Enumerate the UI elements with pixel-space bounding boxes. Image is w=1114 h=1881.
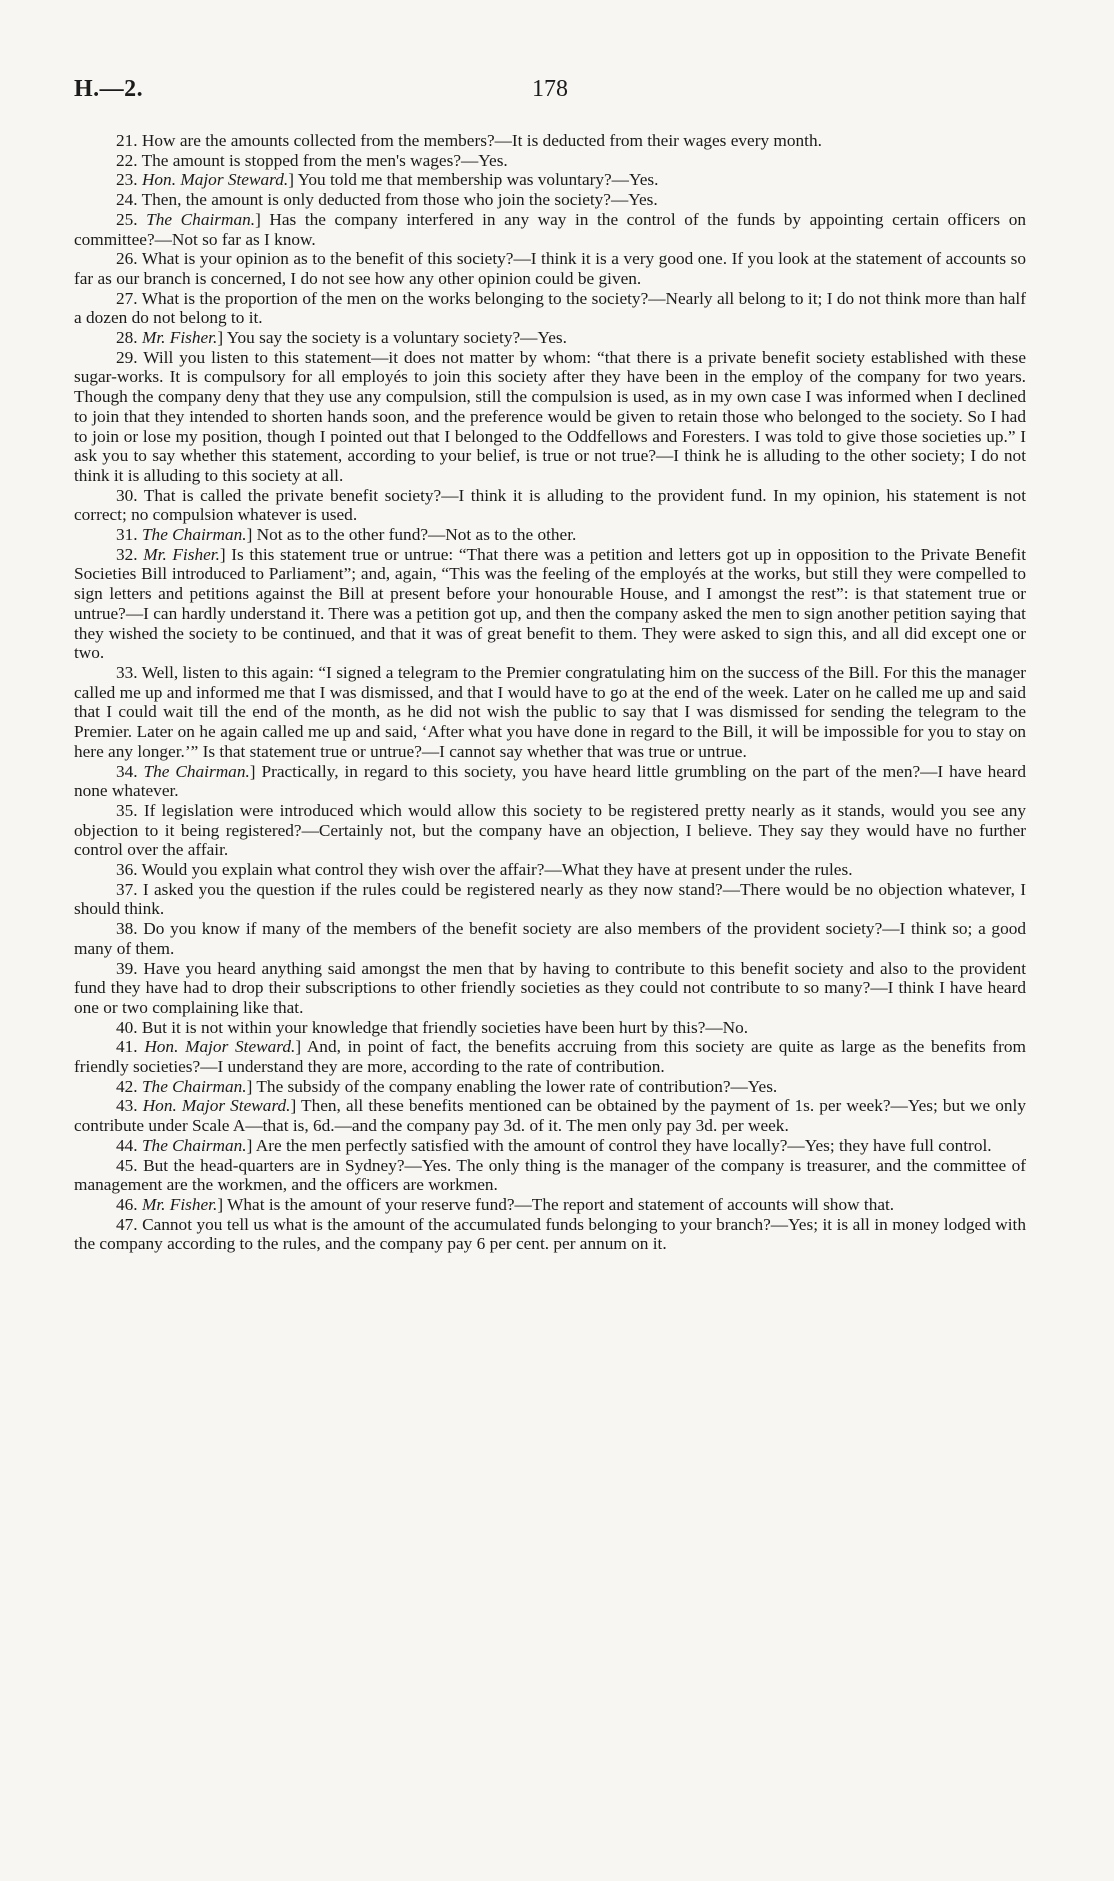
paragraph: [74, 210, 1026, 249]
speaker-name: The Chairman.: [141, 1135, 247, 1155]
paragraph-text: ] Are the men perfectly satisfied with the amount of control they have locally?—Yes; they have full control.: [246, 1135, 992, 1155]
paragraph: [74, 190, 1026, 210]
paragraph: [74, 860, 1026, 880]
question-number: 32.: [116, 544, 138, 564]
paragraph-text: 33. Well, listen to this again: “I signed a telegram to the Premier congratulating him on the success of the Bill. For this the manager called me up and informed me that I was dismissed, and that I would have to go at the end of the week. Later on he called me up and said that I could wait till the end of the month, as he did not wish the public to say that I was dismissed for sending the telegram to the Premier. Later on he again called me up and said, ‘After what you have done in regard to the Bill, it will be impossible for you to stay on here any longer.’” Is that statement true or untrue?—I cannot say whether that was true or untrue.: [74, 662, 1026, 761]
paragraph-text: ] You say the society is a voluntary society?—Yes.: [217, 328, 567, 348]
page-number: 178: [532, 76, 568, 102]
question-number: 41.: [116, 1037, 138, 1057]
paragraph: [74, 131, 1026, 151]
speaker-name: The Chairman.: [143, 761, 250, 781]
paragraph: [74, 151, 1026, 171]
page-header: [74, 76, 1026, 116]
speaker-name: Mr. Fisher.: [143, 544, 220, 564]
speaker-name: Hon. Major Steward.: [141, 170, 289, 190]
paragraph: [74, 1156, 1026, 1195]
document-reference: H.—2.: [74, 76, 144, 102]
paragraph: [74, 959, 1026, 1018]
speaker-name: The Chairman.: [141, 1076, 247, 1096]
paragraph: [74, 170, 1026, 190]
paragraph-text: 22. The amount is stopped from the men's wages?—Yes.: [116, 150, 508, 170]
paragraph: [74, 525, 1026, 545]
question-number: 42.: [116, 1076, 138, 1096]
paragraph: [74, 1136, 1026, 1156]
paragraph-text: 39. Have you heard anything said amongst the men that by having to contribute to this benefit society and also to the provident fund they have had to drop their subscriptions to other friendly societies as they could not contribute to so many?—I think I have heard one or two complaining like that.: [74, 958, 1026, 1017]
paragraph: [74, 1018, 1026, 1038]
question-number: 23.: [116, 170, 138, 190]
paragraph: [74, 328, 1026, 348]
question-number: 44.: [116, 1135, 138, 1155]
paragraph-text: 27. What is the proportion of the men on the works belonging to the society?—Nearly all belong to it; I do not think more than half a dozen do not belong to it.: [74, 288, 1026, 328]
paragraph: [74, 1215, 1026, 1254]
speaker-name: Mr. Fisher.: [141, 328, 218, 348]
speaker-name: The Chairman.: [141, 525, 247, 545]
paragraph-text: ] What is the amount of your reserve fund?—The report and statement of accounts will show that.: [217, 1194, 895, 1214]
paragraph: [74, 1195, 1026, 1215]
paragraph-text: 21. How are the amounts collected from the members?—It is deducted from their wages every month.: [116, 131, 822, 150]
speaker-name: Hon. Major Steward.: [142, 1096, 291, 1116]
paragraph-text: 24. Then, the amount is only deducted from those who join the society?—Yes.: [116, 190, 658, 210]
paragraph: [74, 348, 1026, 486]
paragraph-text: ] The subsidy of the company enabling the lower rate of contribution?—Yes.: [246, 1076, 778, 1096]
paragraph: [74, 1077, 1026, 1097]
question-number: 46.: [116, 1194, 138, 1214]
paragraph-text: ] And, in point of fact, the benefits accruing from this society are quite as large as the benefits from friendly societies?—I understand they are more, according to the rate of contribution.: [74, 1037, 1026, 1077]
paragraph-text: ] Not as to the other fund?—Not as to the other.: [246, 525, 577, 545]
speaker-name: Mr. Fisher.: [141, 1194, 218, 1214]
paragraph-text: 30. That is called the private benefit society?—I think it is alluding to the provident fund. In my opinion, his statement is not correct; no compulsion whatever is used.: [74, 485, 1026, 525]
paragraph-text: 29. Will you listen to this statement—it does not matter by whom: “that there is a private benefit society established with these sugar-works. It is compulsory for all employés to join this society after they have been in the employ of the company for two years. Though the company deny that they use any compulsion, still the compulsion is used, as in my own case I was informed when I declined to join that they intended to shorten hands soon, and the preference would be given to retain those who belonged to the society. So I had to join or lose my position, though I pointed out that I belonged to the Oddfellows and Foresters. I was told to give those societies up.” I ask you to say whether this statement, according to your belief, is true or not true?—I think he is alluding to the other society; I do not think it is alluding to this society at all.: [74, 347, 1026, 485]
question-number: 25.: [116, 209, 138, 229]
paragraph: [74, 289, 1026, 328]
paragraph: [74, 663, 1026, 762]
paragraph-text: 37. I asked you the question if the rules could be registered nearly as they now stand?—There would be no objection whatever, I should think.: [74, 879, 1026, 919]
question-number: 28.: [116, 328, 138, 348]
paragraph-text: 40. But it is not within your knowledge that friendly societies have been hurt by this?—No.: [116, 1017, 749, 1037]
speaker-name: Hon. Major Steward.: [144, 1037, 296, 1057]
paragraph: [74, 249, 1026, 288]
paragraph-text: ] Then, all these benefits mentioned can be obtained by the payment of 1s. per week?—Yes; but we only contribute under Scale A—that is, 6d.—and the company pay 3d. of it. The men only pay 3d. per week.: [74, 1096, 1026, 1136]
question-number: 43.: [116, 1096, 138, 1116]
paragraph-text: 45. But the head-quarters are in Sydney?—Yes. The only thing is the manager of the company is treasurer, and the committee of management are the workmen, and the officers are workmen.: [74, 1155, 1026, 1195]
paragraph-text: 26. What is your opinion as to the benefit of this society?—I think it is a very good one. If you look at the statement of accounts so far as our branch is concerned, I do not see how any other opinion could be given.: [74, 249, 1026, 288]
question-number: 31.: [116, 525, 138, 545]
paragraph: [74, 545, 1026, 663]
paragraph: [74, 801, 1026, 860]
paragraph-text: 38. Do you know if many of the members of the benefit society are also members of the provident society?—I think so; a good many of them.: [74, 919, 1026, 958]
paragraph: [74, 1096, 1026, 1135]
paragraph: [74, 919, 1026, 958]
paragraph-text: ] Is this statement true or untrue: “That there was a petition and letters got up in opposition to the Private Benefit Societies Bill introduced to Parliament”; and, again, “This was the feeling of the employés at the works, but still they were compelled to sign letters and petitions against the Bill at present before your honourable House, and I amongst the rest”: is that statement true or untrue?—I can hardly understand it. There was a petition got up, and then the company asked the men to sign another petition saying that they wished the society to be continued, and that it was of great benefit to them. They were asked to sign this, and all did except one or two.: [74, 544, 1027, 663]
paragraph-text: 35. If legislation were introduced which would allow this society to be registered pretty nearly as it stands, would you see any objection to it being registered?—Certainly not, but the company have an objection, I believe. They say they would have no further control over the affair.: [74, 800, 1026, 860]
paragraph-text: ] You told me that membership was voluntary?—Yes.: [288, 170, 659, 190]
paragraph: [74, 486, 1026, 525]
paragraph: [74, 1037, 1026, 1076]
evidence-text: [74, 131, 1026, 1254]
question-number: 34.: [116, 761, 138, 781]
paragraph-text: ] Practically, in regard to this society, you have heard little grumbling on the part of the men?—I have heard none whatever.: [74, 761, 1026, 801]
paragraph: [74, 762, 1026, 801]
speaker-name: The Chairman.: [146, 209, 256, 229]
paragraph-text: ] Has the company interfered in any way in the control of the funds by appointing certain officers on committee?—Not so far as I know.: [74, 209, 1026, 249]
paragraph: [74, 880, 1026, 919]
paragraph-text: 36. Would you explain what control they wish over the affair?—What they have at present under the rules.: [116, 860, 853, 880]
paragraph-text: 47. Cannot you tell us what is the amount of the accumulated funds belonging to your branch?—Yes; it is all in money lodged with the company according to the rules, and the company pay 6 per cent. per annum on it.: [74, 1214, 1026, 1254]
